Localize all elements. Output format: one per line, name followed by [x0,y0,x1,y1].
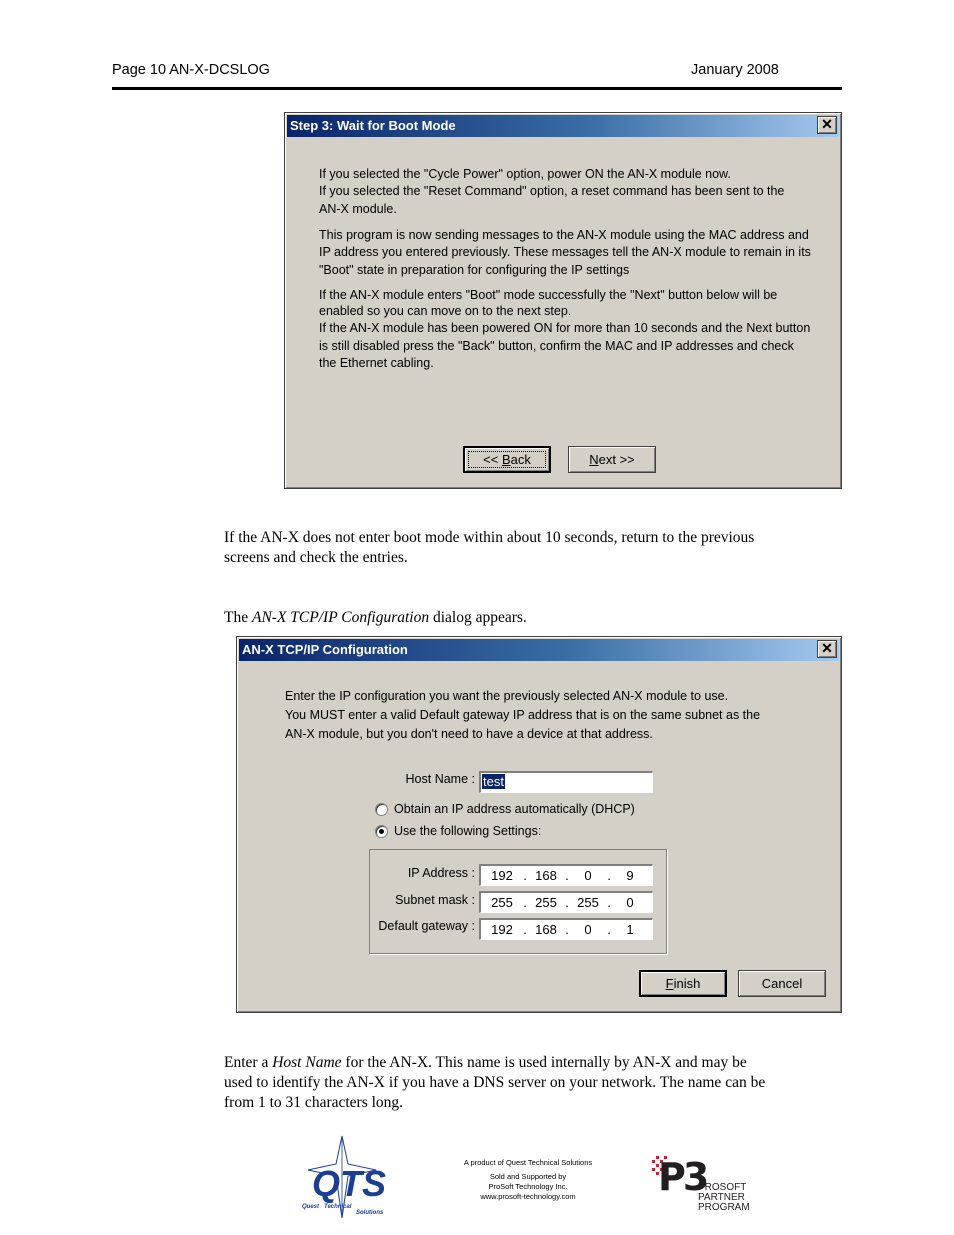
qts-logo [298,1134,402,1220]
p3-logo-text: P3 [658,1155,707,1199]
svg-text:Solutions: Solutions [356,1210,384,1216]
paragraph-host-name: Enter a Host Name for the AN-X. This name is used internally by AN-X and may be used to identify the AN-X if you have a DNS server on your network. The name can be from 1 to 31 characters long. [224,1054,766,1111]
boot-mode-close-button[interactable] [817,116,837,134]
boot-mode-line-9: If the AN-X module has been powered ON for more than 10 seconds and the Next button [319,321,811,335]
host-name-value: test [483,774,504,789]
boot-mode-dialog-titlebar[interactable] [287,115,839,137]
dhcp-radio[interactable] [375,803,388,816]
static-radio-label[interactable]: Use the following Settings: [394,824,542,838]
boot-mode-line-4: This program is now sending messages to the AN-X module using the MAC address and [319,228,809,242]
default-gateway-input[interactable]: 192 . 168 . 0 . 1 [479,918,653,940]
default-gateway-label: Default gateway : [378,919,475,933]
dhcp-radio-label[interactable]: Obtain an IP address automatically (DHCP) [394,802,635,816]
svg-text:PARTNER: PARTNER [698,1192,745,1203]
back-button[interactable]: << Back [463,446,551,473]
footer-sold-line: Sold and Supported by [489,1172,567,1181]
close-icon: ✕ [821,640,833,656]
svg-text:PROSOFT: PROSOFT [698,1182,747,1193]
close-icon: ✕ [821,116,833,132]
ip-address-label: IP Address : [407,866,475,880]
boot-mode-line-1: If you selected the "Cycle Power" option, power ON the AN-X module now. [319,167,731,181]
tcpip-dialog-titlebar[interactable] [239,639,839,661]
tcpip-dialog-title: AN-X TCP/IP Configuration [242,642,408,657]
boot-mode-line-11: the Ethernet cabling. [319,356,434,370]
boot-mode-line-2: If you selected the "Reset Command" option, a reset command has been sent to the [319,184,785,198]
finish-button[interactable]: Finish [639,970,727,997]
tcpip-config-dialog [236,636,842,1013]
footer-url-line: www.prosoft-technology.com [480,1192,576,1201]
tcpip-instruction-1: Enter the IP configuration you want the previously selected AN-X module to use. [285,689,729,703]
svg-text:PROGRAM: PROGRAM [698,1202,750,1213]
paragraph-dialog-appears: The AN-X TCP/IP Configuration dialog appears. [224,609,527,626]
footer-company-line: ProSoft Technology Inc. [488,1182,568,1191]
tcpip-instruction-3: AN-X module, but you don't need to have a device at that address. [285,727,653,741]
svg-text:Quest: Quest [302,1204,320,1210]
boot-mode-line-3: AN-X module. [319,202,397,216]
ip-address-input[interactable]: 192 . 168 . 0 . 9 [479,864,653,886]
boot-mode-line-10: is still disabled press the "Back" button, confirm the MAC and IP addresses and check [319,339,794,353]
tcpip-close-button[interactable] [817,640,837,658]
page-header-date: January 2008 [691,62,779,78]
subnet-mask-label: Subnet mask : [395,893,475,907]
boot-mode-dialog [284,112,842,489]
static-radio[interactable] [375,825,388,838]
next-button[interactable]: Next >> [568,446,656,473]
boot-mode-line-8: enabled so you can move on to the next step. [319,304,572,318]
host-name-input[interactable] [479,771,653,793]
qts-logo-text: QTS [312,1163,387,1204]
host-name-label: Host Name : [405,772,475,786]
boot-mode-dialog-title: Step 3: Wait for Boot Mode [290,118,456,133]
svg-text:Technical: Technical [324,1204,352,1210]
prosoft-p3-logo [650,1154,750,1213]
boot-mode-line-7: If the AN-X module enters "Boot" mode successfully the "Next" button below will be [319,288,778,302]
page-header-label: Page 10 AN-X-DCSLOG [112,62,270,78]
header-rule [112,87,842,90]
paragraph-boot-timeout: If the AN-X does not enter boot mode within about 10 seconds, return to the previous screens and check the entries. [224,529,755,566]
boot-mode-line-5: IP address you entered previously. These messages tell the AN-X module to remain in its [319,245,811,259]
cancel-button[interactable]: Cancel [738,970,826,997]
subnet-mask-input[interactable]: 255 . 255 . 255 . 0 [479,891,653,913]
boot-mode-line-6: "Boot" state in preparation for configuring the IP settings [319,263,630,277]
tcpip-instruction-2: You MUST enter a valid Default gateway IP address that is on the same subnet as the [285,708,761,722]
footer-product-line: A product of Quest Technical Solutions [463,1158,593,1167]
